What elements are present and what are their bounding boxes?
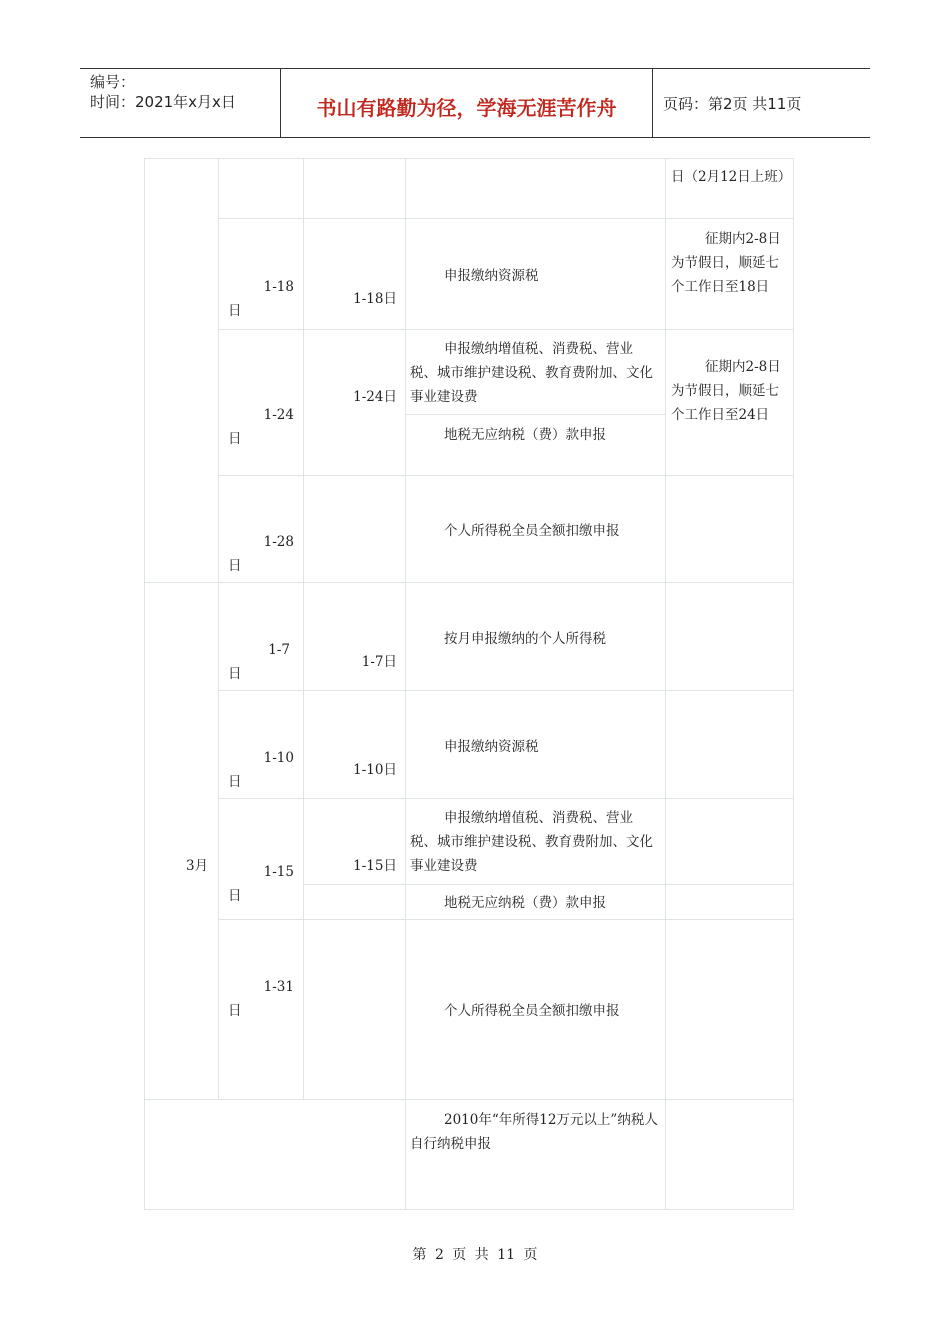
tax-item-cell: 申报缴纳资源税 bbox=[444, 268, 539, 284]
tax-item-cell: 申报缴纳资源税 bbox=[444, 739, 539, 755]
grid-line bbox=[405, 414, 665, 415]
date-range-value: 1-31 bbox=[263, 979, 294, 995]
date-range-value: 1-10 bbox=[263, 750, 294, 766]
date-range-unit: 日 bbox=[228, 1003, 242, 1019]
grid-line bbox=[218, 919, 794, 920]
date-range-unit: 日 bbox=[228, 774, 242, 790]
due-date-cell: 1-10日 bbox=[353, 762, 397, 778]
grid-line bbox=[303, 158, 304, 1099]
date-range-cell bbox=[228, 403, 296, 451]
grid-line bbox=[144, 158, 794, 159]
tax-item-cell: 地税无应纳税（费）款申报 bbox=[444, 895, 606, 911]
note-cell: 征期内2-8日为节假日，顺延七个工作日至24日 bbox=[671, 359, 781, 423]
page-footer: 第 2 页 共 11 页 bbox=[412, 1247, 538, 1263]
grid-line bbox=[218, 158, 219, 1099]
header-page-label: 页码：第2页 共11页 bbox=[663, 95, 802, 113]
date-range-value: 1-7 bbox=[268, 642, 290, 658]
header-motto: 书山有路勤为径，学海无涯苦作舟 bbox=[281, 69, 653, 137]
doc-number-label: 编号： bbox=[90, 73, 136, 91]
date-range-value: 1-15 bbox=[263, 864, 294, 880]
date-range-cell bbox=[228, 275, 296, 323]
date-range-cell bbox=[228, 860, 296, 908]
doc-date-label: 时间：2021年x月x日 bbox=[90, 93, 236, 111]
header-meta bbox=[80, 69, 281, 137]
date-range-value: 1-28 bbox=[263, 534, 294, 550]
note-cell: 日（2月12日上班） bbox=[671, 169, 792, 185]
date-range-value: 1-18 bbox=[263, 279, 294, 295]
tax-item-cell: 地税无应纳税（费）款申报 bbox=[444, 427, 606, 443]
date-range-cell bbox=[228, 638, 296, 686]
grid-line bbox=[793, 158, 794, 1210]
due-date-cell: 1-15日 bbox=[353, 858, 397, 874]
tax-item-cell: 申报缴纳增值税、消费税、营业税、城市维护建设税、教育费附加、文化事业建设费 bbox=[410, 341, 653, 405]
month-cell: 3月 bbox=[186, 858, 209, 874]
date-range-unit: 日 bbox=[228, 666, 242, 682]
tax-item-cell: 2010年“年所得12万元以上”纳税人自行纳税申报 bbox=[410, 1112, 658, 1152]
date-range-cell bbox=[228, 530, 296, 578]
grid-line bbox=[144, 1209, 794, 1210]
due-date-cell: 1-18日 bbox=[353, 291, 397, 307]
tax-item-cell: 申报缴纳增值税、消费税、营业税、城市维护建设税、教育费附加、文化事业建设费 bbox=[410, 810, 653, 874]
grid-line bbox=[218, 690, 794, 691]
grid-line bbox=[218, 218, 794, 219]
tax-item-cell: 个人所得税全员全额扣缴申报 bbox=[444, 523, 620, 539]
grid-line bbox=[218, 329, 794, 330]
due-date-cell: 1-7日 bbox=[361, 654, 397, 670]
tax-item-cell: 个人所得税全员全额扣缴申报 bbox=[444, 1003, 620, 1019]
date-range-unit: 日 bbox=[228, 558, 242, 574]
grid-line bbox=[218, 798, 794, 799]
date-range-unit: 日 bbox=[228, 431, 242, 447]
date-range-cell bbox=[228, 746, 296, 794]
grid-line bbox=[144, 582, 794, 583]
date-range-cell bbox=[228, 975, 296, 1023]
date-range-unit: 日 bbox=[228, 888, 242, 904]
date-range-unit: 日 bbox=[228, 303, 242, 319]
document-header bbox=[80, 68, 870, 138]
grid-line bbox=[218, 475, 794, 476]
tax-item-cell: 按月申报缴纳的个人所得税 bbox=[444, 631, 606, 647]
grid-line bbox=[665, 158, 666, 1210]
due-date-cell: 1-24日 bbox=[353, 389, 397, 405]
grid-line bbox=[405, 158, 406, 1210]
note-cell: 征期内2-8日为节假日，顺延七个工作日至18日 bbox=[671, 231, 781, 295]
grid-line bbox=[303, 884, 794, 885]
grid-line bbox=[144, 1099, 794, 1100]
date-range-value: 1-24 bbox=[263, 407, 294, 423]
grid-line bbox=[144, 158, 145, 1210]
